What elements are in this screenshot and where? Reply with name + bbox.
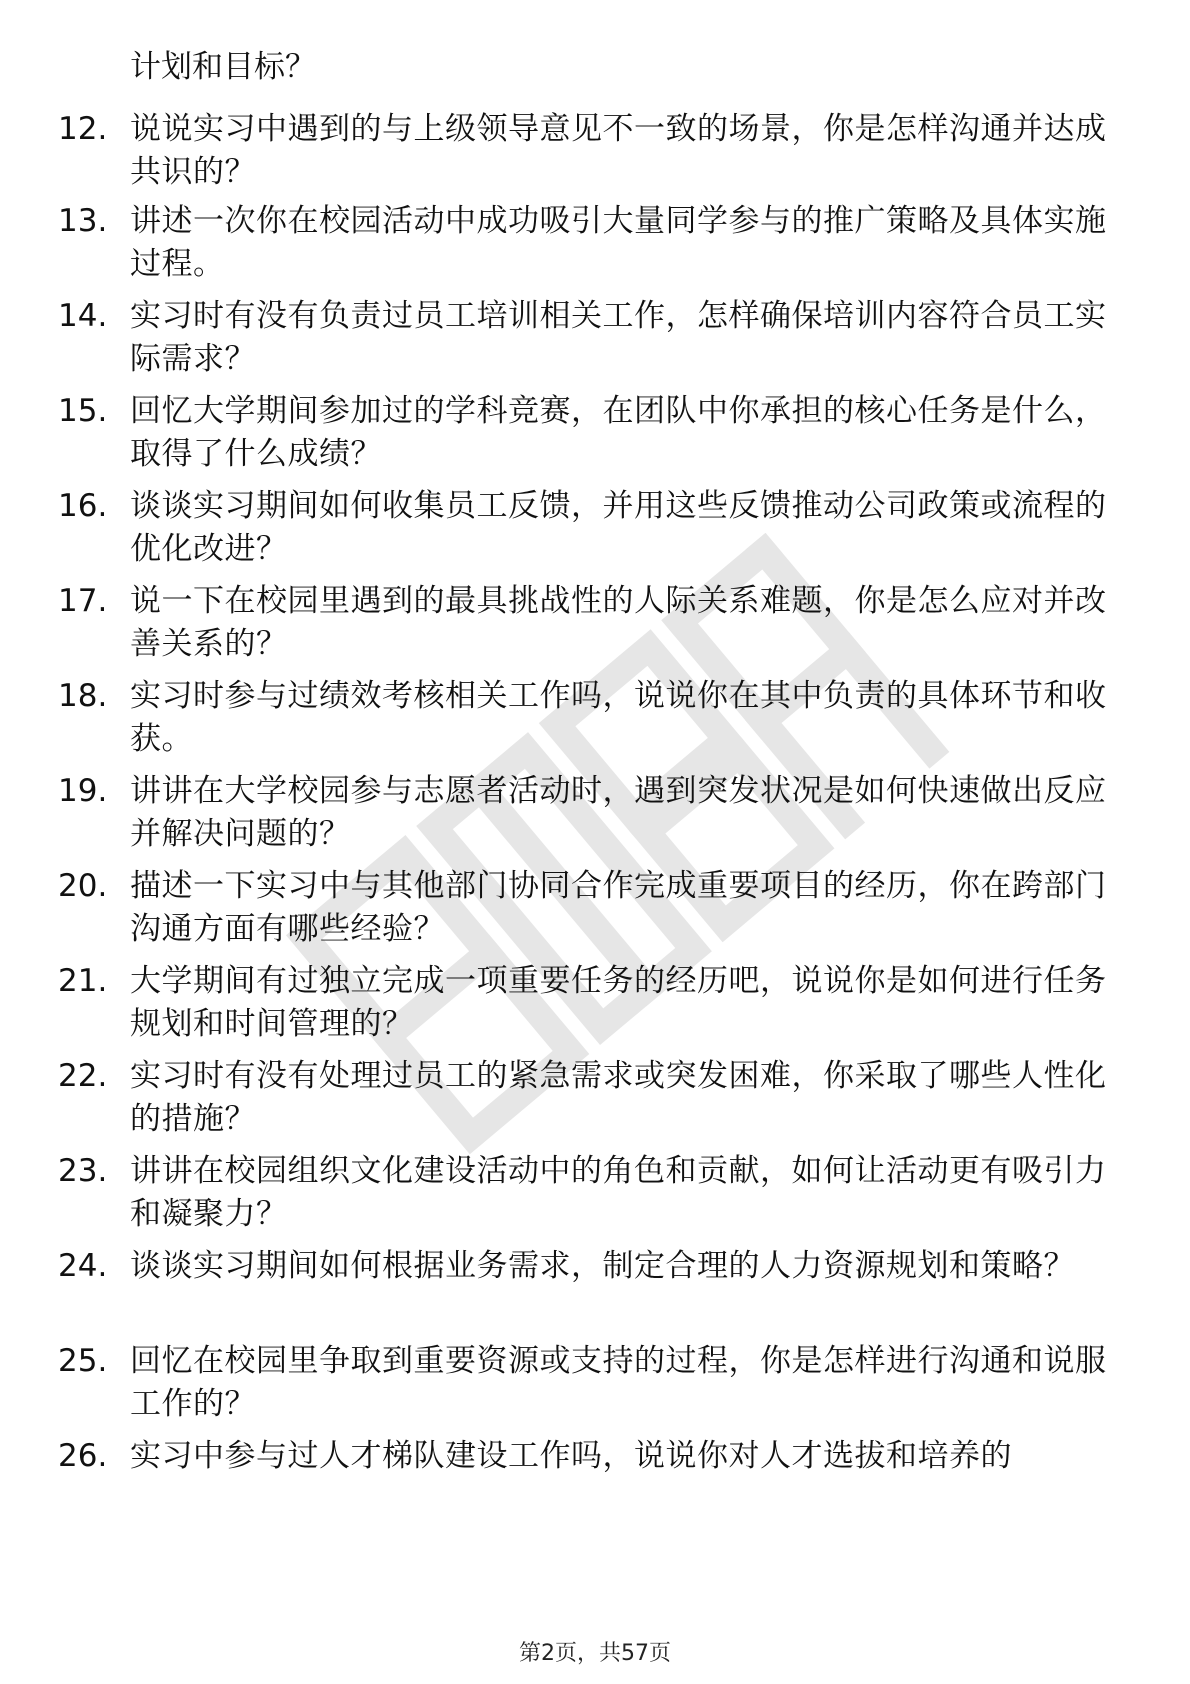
item-number: 18. bbox=[58, 678, 108, 714]
item-text: 实习时有没有负责过员工培训相关工作，怎样确保培训内容符合员工实际需求？ bbox=[130, 298, 1107, 377]
item-number: 24. bbox=[58, 1248, 108, 1284]
item-text: 回忆大学期间参加过的学科竞赛，在团队中你承担的核心任务是什么，取得了什么成绩？ bbox=[130, 393, 1107, 472]
item-text: 讲讲在大学校园参与志愿者活动时，遇到突发状况是如何快速做出反应并解决问题的？ bbox=[130, 773, 1107, 852]
item-number: 23. bbox=[58, 1153, 108, 1189]
item-number: 16. bbox=[58, 488, 108, 524]
item-number: 22. bbox=[58, 1058, 108, 1094]
item-number: 17. bbox=[58, 583, 108, 619]
item-number: 19. bbox=[58, 773, 108, 809]
item-text: 谈谈实习期间如何收集员工反馈，并用这些反馈推动公司政策或流程的优化改进？ bbox=[130, 488, 1107, 567]
item-number: 15. bbox=[58, 393, 108, 429]
item-text: 描述一下实习中与其他部门协同合作完成重要项目的经历，你在跨部门沟通方面有哪些经验？ bbox=[130, 868, 1107, 947]
item-number: 26. bbox=[58, 1438, 108, 1474]
item-text: 实习时有没有处理过员工的紧急需求或突发困难，你采取了哪些人性化的措施？ bbox=[130, 1058, 1107, 1137]
page-footer: 第2页，共57页 bbox=[519, 1641, 671, 1666]
item-number: 14. bbox=[58, 298, 108, 334]
item-text: 实习中参与过人才梯队建设工作吗，说说你对人才选拔和培养的 bbox=[130, 1438, 1012, 1474]
item-number: 25. bbox=[58, 1343, 108, 1379]
item-text: 说一下在校园里遇到的最具挑战性的人际关系难题，你是怎么应对并改善关系的？ bbox=[130, 583, 1107, 662]
item-number: 13. bbox=[58, 203, 108, 239]
item-number: 20. bbox=[58, 868, 108, 904]
item-text: 谈谈实习期间如何根据业务需求，制定合理的人力资源规划和策略？ bbox=[130, 1248, 1075, 1284]
item-number: 12. bbox=[58, 111, 108, 147]
continued-text: 计划和目标？ bbox=[130, 49, 316, 85]
item-text: 大学期间有过独立完成一项重要任务的经历吧，说说你是如何进行任务规划和时间管理的？ bbox=[130, 963, 1107, 1042]
item-text: 说说实习中遇到的与上级领导意见不一致的场景，你是怎样沟通并达成共识的？ bbox=[130, 111, 1107, 190]
item-text: 讲述一次你在校园活动中成功吸引大量同学参与的推广策略及具体实施过程。 bbox=[130, 203, 1107, 282]
item-text: 讲讲在校园组织文化建设活动中的角色和贡献，如何让活动更有吸引力和凝聚力？ bbox=[130, 1153, 1107, 1232]
item-text: 回忆在校园里争取到重要资源或支持的过程，你是怎样进行沟通和说服工作的？ bbox=[130, 1343, 1107, 1422]
item-text: 实习时参与过绩效考核相关工作吗，说说你在其中负责的具体环节和收获。 bbox=[130, 678, 1107, 757]
item-number: 21. bbox=[58, 963, 108, 999]
